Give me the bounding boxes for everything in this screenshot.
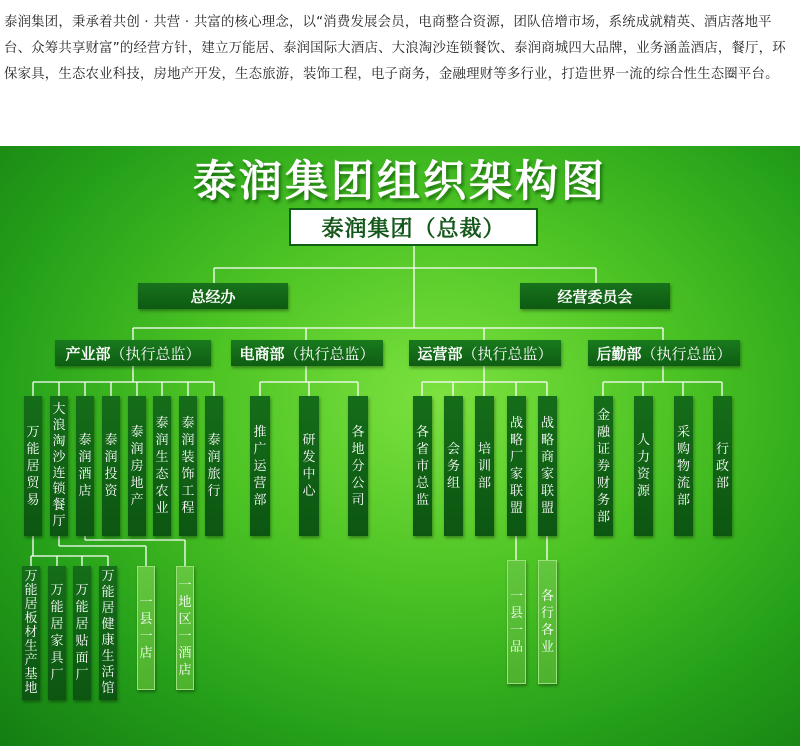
unit-training: 培 训 部: [475, 396, 494, 536]
unit-tairun-hotel: 泰 润 酒 店: [76, 396, 94, 536]
sub-health-store: 万 能 居 健 康 生 活 馆: [99, 566, 117, 700]
unit-branches: 各 地 分 公 司: [348, 396, 368, 536]
sub-one-county-one-product: 一 县 一 品: [507, 560, 526, 684]
dept-name: 运营部: [417, 344, 463, 363]
unit-procurement: 采 购 物 流 部: [674, 396, 693, 536]
sub-one-region-one-hotel: 一 地 区 一 酒 店: [176, 566, 194, 690]
dept-name: 后勤部: [596, 344, 642, 363]
dept-title: （执行总监）: [462, 344, 553, 363]
unit-dalang-restaurants: 大 浪 淘 沙 连 锁 餐 厅: [50, 396, 68, 536]
sub-board-factory: 万 能 居 板 材 生 产 基 地: [22, 566, 40, 700]
general-office-box: 总经办: [138, 283, 288, 309]
dept-industry: [55, 340, 211, 366]
unit-hr: 人 力 资 源: [634, 396, 653, 536]
dept-title: （执行总监）: [641, 344, 732, 363]
dept-title: （执行总监）: [110, 344, 201, 363]
chart-title: 泰润集团组织架构图: [193, 157, 607, 207]
dept-ecommerce: [231, 340, 383, 366]
intro-paragraph: 泰润集团，秉承着共创 · 共营 · 共富的核心理念，以“消费发展会员，电商整合资源，团队倍增市场，系统成就精英、酒店落地平台、众筹共享财富”的经营方针，建立万能居、泰润国际大酒店、大浪淘沙连锁餐饮、泰润商城四大品牌，业务涵盖酒店，餐厅，环保家具，生态农业科技，房地产开发，生态旅游，装饰工程，电子商务，金融理财等多行业，打造世界一流的综合性生态圈平台。: [4, 15, 786, 82]
unit-tairun-investment: 泰 润 投 资: [102, 396, 120, 536]
sub-veneer-factory: 万 能 居 贴 面 厂: [73, 566, 91, 700]
dept-title: （执行总监）: [284, 344, 375, 363]
unit-factory-alliance: 战 略 厂 家 联 盟: [507, 396, 526, 536]
dept-operations: [409, 340, 561, 366]
dept-logistics: [588, 340, 740, 366]
sub-one-county-one-store: 一 县 一 店: [137, 566, 155, 690]
sub-furniture-factory: 万 能 居 家 具 厂: [48, 566, 66, 700]
unit-tairun-realestate: 泰 润 房 地 产: [128, 396, 146, 536]
unit-wanneng-trade: 万 能 居 贸 易: [24, 396, 42, 536]
sub-all-industries: 各 行 各 业: [538, 560, 557, 684]
root-node-president: 泰润集团（总裁）: [289, 208, 538, 246]
business-committee-box: 经营委员会: [520, 283, 670, 309]
unit-conference-team: 会 务 组: [444, 396, 463, 536]
unit-promotion-ops: 推 广 运 营 部: [250, 396, 270, 536]
unit-admin: 行 政 部: [713, 396, 732, 536]
dept-name: 产业部: [65, 344, 111, 363]
unit-merchant-alliance: 战 略 商 家 联 盟: [538, 396, 557, 536]
unit-rnd-center: 研 发 中 心: [299, 396, 319, 536]
unit-finance: 金 融 证 券 财 务 部: [594, 396, 613, 536]
unit-tairun-decoration: 泰 润 装 饰 工 程: [179, 396, 197, 536]
dept-name: 电商部: [239, 344, 285, 363]
unit-tairun-travel: 泰 润 旅 行: [205, 396, 223, 536]
unit-provincial-directors: 各 省 市 总 监: [413, 396, 432, 536]
unit-tairun-agriculture: 泰 润 生 态 农 业: [153, 396, 171, 536]
